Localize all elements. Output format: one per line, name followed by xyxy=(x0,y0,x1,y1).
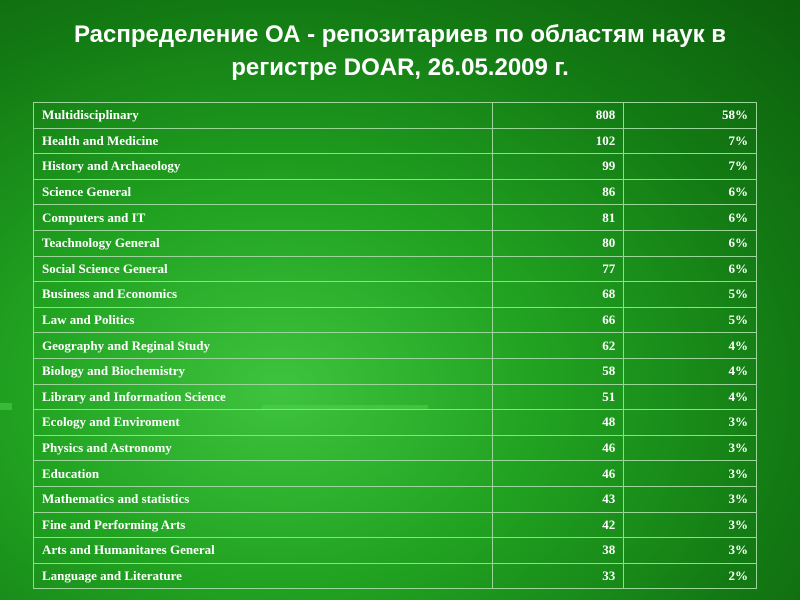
percent-cell: 2% xyxy=(624,563,757,589)
subject-cell: Law and Politics xyxy=(34,307,493,333)
subject-cell: Arts and Humanitares General xyxy=(34,538,493,564)
percent-cell: 3% xyxy=(624,435,757,461)
table-row xyxy=(34,410,757,436)
table-row xyxy=(34,358,757,384)
percent-cell: 3% xyxy=(624,512,757,538)
repository-table xyxy=(33,102,757,589)
table-row xyxy=(34,512,757,538)
count-cell: 43 xyxy=(493,486,624,512)
percent-cell: 3% xyxy=(624,486,757,512)
count-cell: 66 xyxy=(493,307,624,333)
percent-cell: 3% xyxy=(624,461,757,487)
count-cell: 58 xyxy=(493,358,624,384)
subject-cell: Library and Information Science xyxy=(34,384,493,410)
subject-cell: Fine and Performing Arts xyxy=(34,512,493,538)
count-cell: 38 xyxy=(493,538,624,564)
subject-cell: Ecology and Enviroment xyxy=(34,410,493,436)
percent-cell: 7% xyxy=(624,128,757,154)
count-cell: 81 xyxy=(493,205,624,231)
count-cell: 42 xyxy=(493,512,624,538)
count-cell: 68 xyxy=(493,282,624,308)
count-cell: 46 xyxy=(493,461,624,487)
percent-cell: 5% xyxy=(624,282,757,308)
table-row xyxy=(34,205,757,231)
table-row xyxy=(34,435,757,461)
count-cell: 80 xyxy=(493,230,624,256)
table-row xyxy=(34,333,757,359)
table-row xyxy=(34,128,757,154)
percent-cell: 6% xyxy=(624,230,757,256)
subject-cell: Science General xyxy=(34,179,493,205)
count-cell: 77 xyxy=(493,256,624,282)
subject-cell: Mathematics and statistics xyxy=(34,486,493,512)
subject-cell: Computers and IT xyxy=(34,205,493,231)
table-row xyxy=(34,384,757,410)
percent-cell: 5% xyxy=(624,307,757,333)
background-streak xyxy=(0,403,12,410)
count-cell: 86 xyxy=(493,179,624,205)
table-row xyxy=(34,179,757,205)
subject-cell: Health and Medicine xyxy=(34,128,493,154)
count-cell: 102 xyxy=(493,128,624,154)
percent-cell: 6% xyxy=(624,205,757,231)
percent-cell: 3% xyxy=(624,538,757,564)
percent-cell: 6% xyxy=(624,256,757,282)
subject-cell: Social Science General xyxy=(34,256,493,282)
table-row xyxy=(34,538,757,564)
table-row xyxy=(34,461,757,487)
page-title xyxy=(40,18,760,84)
percent-cell: 58% xyxy=(624,103,757,129)
count-cell: 99 xyxy=(493,154,624,180)
percent-cell: 4% xyxy=(624,384,757,410)
subject-cell: History and Archaeology xyxy=(34,154,493,180)
subject-cell: Geography and Reginal Study xyxy=(34,333,493,359)
percent-cell: 4% xyxy=(624,333,757,359)
count-cell: 51 xyxy=(493,384,624,410)
title-line-1: Распределение ОА - репозитариев по областям наук в xyxy=(73,21,727,48)
percent-cell: 4% xyxy=(624,358,757,384)
count-cell: 808 xyxy=(493,103,624,129)
count-cell: 46 xyxy=(493,435,624,461)
table-row xyxy=(34,282,757,308)
table-row xyxy=(34,563,757,589)
title-line-2: регистре DOAR, 26.05.2009 г. xyxy=(231,54,569,81)
subject-cell: Language and Literature xyxy=(34,563,493,589)
subject-cell: Business and Economics xyxy=(34,282,493,308)
table-row xyxy=(34,307,757,333)
percent-cell: 6% xyxy=(624,179,757,205)
subject-cell: Teachnology General xyxy=(34,230,493,256)
subject-cell: Education xyxy=(34,461,493,487)
subject-cell: Physics and Astronomy xyxy=(34,435,493,461)
count-cell: 48 xyxy=(493,410,624,436)
table-row xyxy=(34,103,757,129)
count-cell: 62 xyxy=(493,333,624,359)
table-row xyxy=(34,230,757,256)
subject-cell: Multidisciplinary xyxy=(34,103,493,129)
count-cell: 33 xyxy=(493,563,624,589)
table-row xyxy=(34,486,757,512)
table-row xyxy=(34,154,757,180)
table-row xyxy=(34,256,757,282)
percent-cell: 7% xyxy=(624,154,757,180)
percent-cell: 3% xyxy=(624,410,757,436)
subject-cell: Biology and Biochemistry xyxy=(34,358,493,384)
